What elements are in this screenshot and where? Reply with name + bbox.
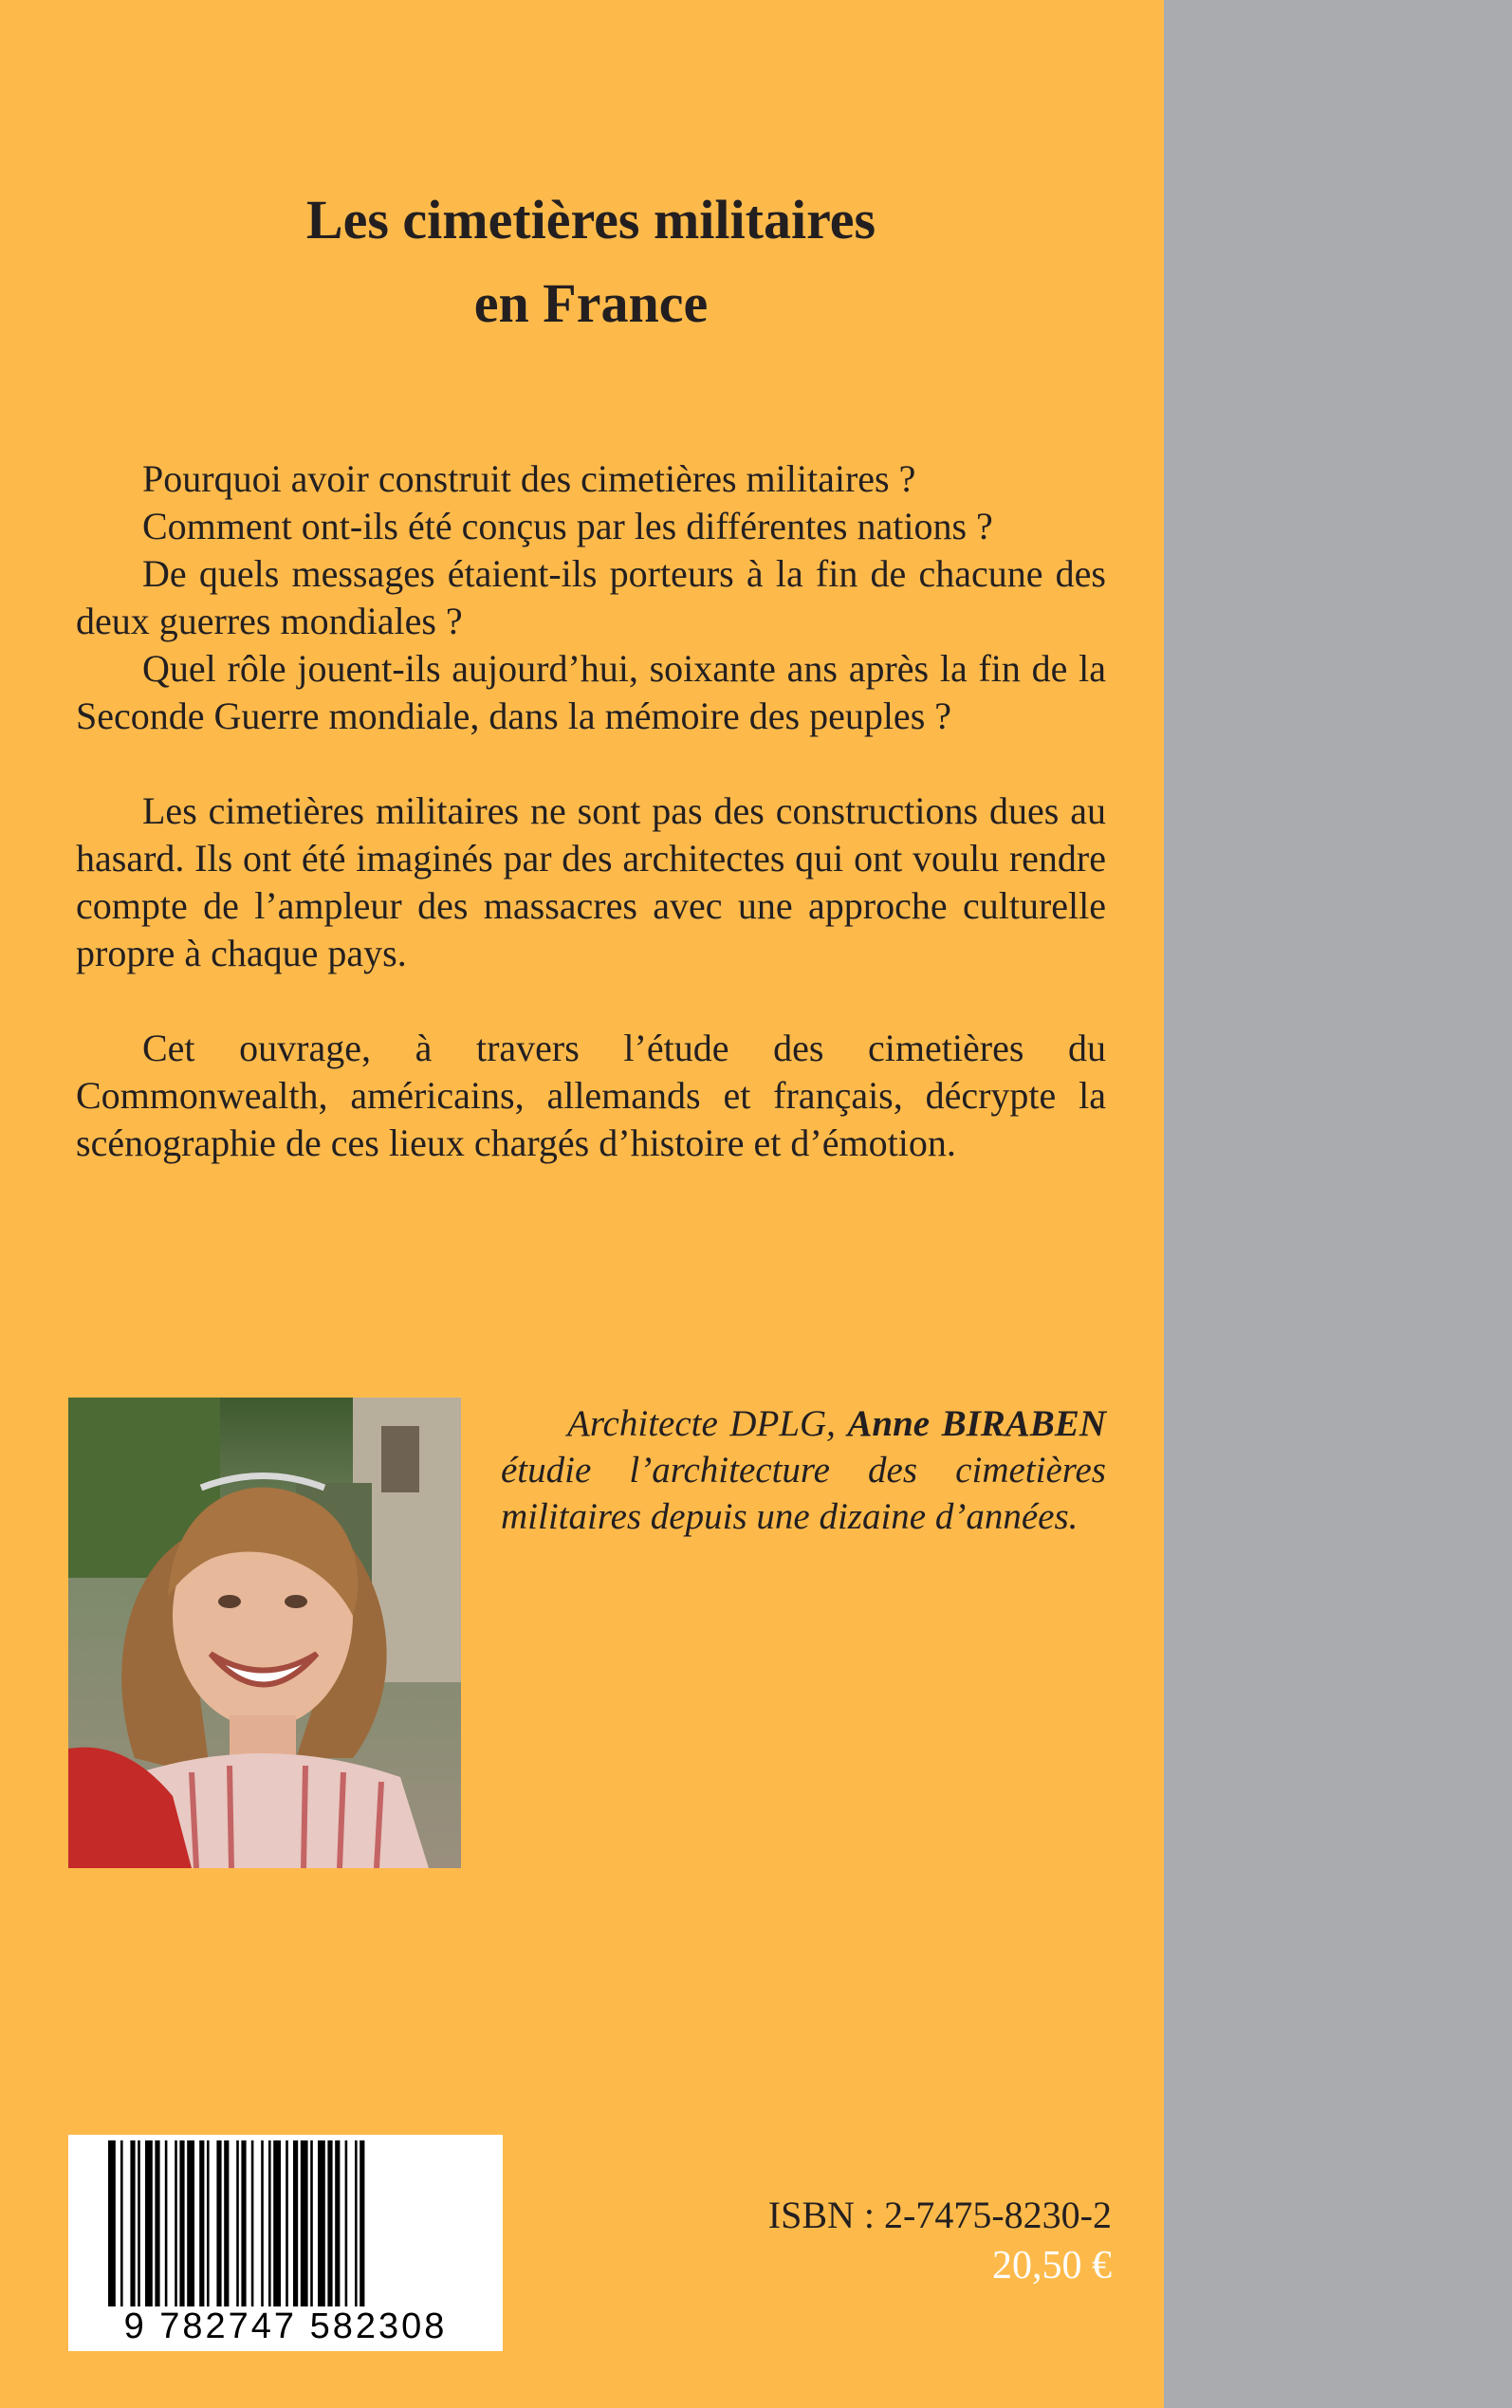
barcode-bar <box>335 2140 340 2311</box>
barcode-bar <box>268 2140 271 2311</box>
barcode-bar <box>261 2140 264 2311</box>
price: 20,50 € <box>992 2244 1112 2288</box>
barcode-bar <box>286 2140 288 2311</box>
barcode-bar <box>318 2140 325 2311</box>
author-bio-prefix: Architecte DPLG, <box>567 1403 848 1444</box>
barcode-bar <box>187 2140 194 2311</box>
author-name: Anne BIRABEN <box>847 1403 1106 1444</box>
barcode-bar <box>273 2140 281 2311</box>
barcode-bar <box>165 2140 168 2311</box>
barcode-bar <box>301 2140 308 2311</box>
blurb-question-1: Pourquoi avoir construit des cimetières militaires ? <box>142 457 916 500</box>
spine-band <box>1164 0 1512 2408</box>
barcode-bar <box>345 2140 348 2311</box>
barcode-bar <box>199 2140 204 2311</box>
barcode-bar <box>236 2140 239 2311</box>
barcode-bar <box>155 2140 159 2311</box>
barcode-bar <box>175 2140 177 2311</box>
blurb-question-3: De quels messages étaient-ils porteurs à la fin de chacune des deux guerres mondiales ? <box>76 552 1106 642</box>
barcode-bar <box>130 2140 135 2311</box>
author-bio-suffix: étudie l’architecture des cimetières militaires depuis une dizaine d’années. <box>501 1450 1106 1537</box>
barcode-bar <box>241 2140 246 2311</box>
blurb-question-4: Quel rôle jouent-ils aujourd’hui, soixante ans après la fin de la Seconde Guerre mondiale, dans la mémoire des peuples ? <box>76 647 1106 737</box>
barcode-bar <box>120 2140 123 2311</box>
barcode-bar <box>310 2140 313 2311</box>
barcode-bar <box>207 2140 210 2311</box>
barcode-bar <box>293 2140 298 2311</box>
blurb-paragraph-overview: Cet ouvrage, à travers l’étude des cimetières du Commonwealth, américains, allemands et français, décrypte la scénographie de ces lieux chargés d’histoire et d’émotion. <box>76 1027 1106 1164</box>
author-portrait-photo <box>68 1398 461 1868</box>
barcode-bar <box>224 2140 229 2311</box>
barcode-bar <box>216 2140 221 2311</box>
isbn: ISBN : 2-7475-8230-2 <box>767 2194 1112 2236</box>
barcode-bar <box>360 2140 364 2311</box>
barcode <box>68 2135 503 2351</box>
barcode-digits: 9 782747 582308 <box>68 2306 503 2347</box>
title-line-2: en France <box>473 272 709 334</box>
barcode-bar <box>327 2140 332 2311</box>
book-title <box>76 178 1106 345</box>
blurb-question-2: Comment ont-ils été conçus par les différentes nations ? <box>142 505 993 547</box>
barcode-bar <box>108 2140 116 2311</box>
barcode-bar <box>179 2140 184 2311</box>
title-line-1: Les cimetières militaires <box>305 189 876 250</box>
blurb <box>76 455 1106 1167</box>
blurb-paragraph-architects: Les cimetières militaires ne sont pas des constructions dues au hasard. Ils ont été imaginés par des architectes qui ont voulu rendre compte de l’ampleur des massacres avec une approche culturelle propre à chaque pays. <box>76 789 1106 974</box>
author-bio <box>501 1400 1106 1540</box>
barcode-bars <box>68 2135 503 2315</box>
barcode-bar <box>355 2140 358 2311</box>
barcode-bar <box>145 2140 153 2311</box>
barcode-bar <box>138 2140 140 2311</box>
barcode-bar <box>251 2140 254 2311</box>
